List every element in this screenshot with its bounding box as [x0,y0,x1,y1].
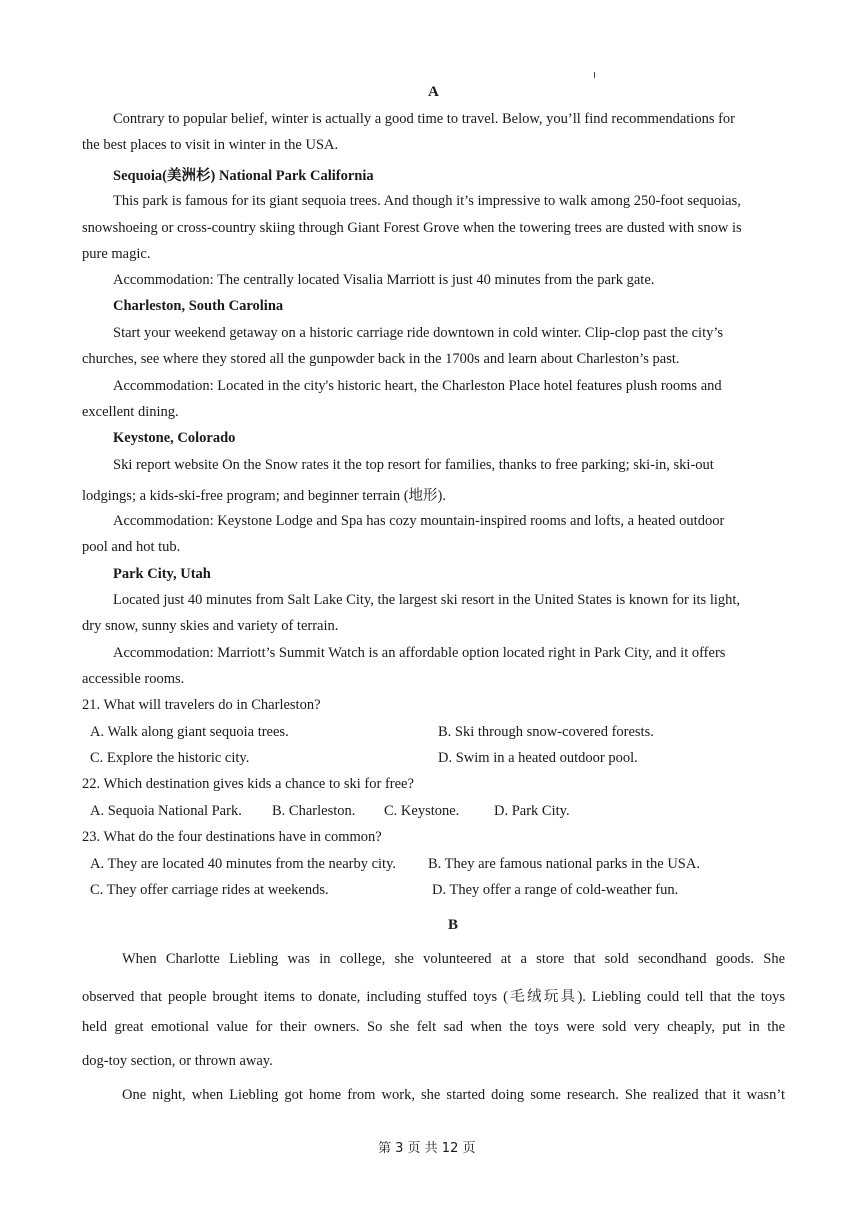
section-b-para1-line-4: dog-toy section, or thrown away. [82,1053,273,1069]
keystone-desc-2: lodgings; a kids-ski-free program; and beginner terrain (地形). [82,488,447,504]
question-23-option-d: D. They offer a range of cold-weather fun. [432,882,679,898]
question-21-option-d: D. Swim in a heated outdoor pool. [438,750,638,766]
parkcity-accommodation-2: accessible rooms. [82,671,185,687]
charleston-accommodation-1: Accommodation: Located in the city's historic heart, the Charleston Place hotel features plush rooms and [113,378,722,394]
question-21-option-c: C. Explore the historic city. [90,750,250,766]
question-23-stem: 23. What do the four destinations have in common? [82,829,382,845]
destination-heading-park-city: Park City, Utah [113,566,211,582]
parkcity-desc-2: dry snow, sunny skies and variety of terrain. [82,618,339,634]
intro-line-1: Contrary to popular belief, winter is actually a good time to travel. Below, you’ll find recommendations for [113,111,735,127]
destination-heading-keystone: Keystone, Colorado [113,430,236,446]
keystone-accommodation-2: pool and hot tub. [82,539,181,555]
question-21-option-a: A. Walk along giant sequoia trees. [90,724,289,740]
parkcity-accommodation-1: Accommodation: Marriott’s Summit Watch is an affordable option located right in Park City, and it offers [113,645,726,661]
charleston-desc-2: churches, see where they stored all the gunpowder back in the 1700s and learn about Charleston’s past. [82,351,680,367]
sequoia-desc-2: snowshoeing or cross-country skiing through Giant Forest Grove when the towering trees are dusted with snow is [82,220,742,236]
section-b-para1-line-2: observed that people brought items to donate, including stuffed toys (毛绒玩具). Liebling could tell that the toys [82,989,785,1005]
question-22-option-c: C. Keystone. [384,803,460,819]
destination-heading-sequoia: Sequoia(美洲杉) National Park California [113,168,374,184]
section-b-para1-line-1: When Charlotte Liebling was in college, she volunteered at a store that sold secondhand goods. She [122,951,785,967]
question-23-option-a: A. They are located 40 minutes from the nearby city. [90,856,397,872]
sequoia-desc-3: pure magic. [82,246,151,262]
sequoia-desc-1: This park is famous for its giant sequoia trees. And though it’s impressive to walk among 250-foot sequoias, [113,193,741,209]
sequoia-accommodation: Accommodation: The centrally located Visalia Marriott is just 40 minutes from the park gate. [113,272,655,288]
destination-heading-charleston: Charleston, South Carolina [113,298,284,314]
intro-line-2: the best places to visit in winter in the USA. [82,137,339,153]
question-23-option-c: C. They offer carriage rides at weekends. [90,882,329,898]
section-b-para1-line-3: held great emotional value for their owners. So she felt sad when the toys were sold very cheaply, put in the [82,1019,785,1035]
charleston-accommodation-2: excellent dining. [82,404,179,420]
charleston-desc-1: Start your weekend getaway on a historic carriage ride downtown in cold winter. Clip-clop past the city’s [113,325,724,341]
question-23-option-b: B. They are famous national parks in the USA. [428,856,700,872]
question-22-option-b: B. Charleston. [272,803,356,819]
question-22-stem: 22. Which destination gives kids a chance to ski for free? [82,776,414,792]
page-number: 第 3 页 共 12 页 [378,1141,476,1156]
keystone-accommodation-1: Accommodation: Keystone Lodge and Spa has cozy mountain-inspired rooms and lofts, a heated outdoor [113,513,725,529]
question-22-option-d: D. Park City. [494,803,570,819]
section-a-label: A [428,84,439,100]
question-22-option-a: A. Sequoia National Park. [90,803,242,819]
parkcity-desc-1: Located just 40 minutes from Salt Lake City, the largest ski resort in the United States is known for its light, [113,592,741,608]
question-21-stem: 21. What will travelers do in Charleston? [82,697,321,713]
keystone-desc-1: Ski report website On the Snow rates it the top resort for families, thanks to free parking; ski-in, ski-out [113,457,714,473]
section-b-label: B [448,917,459,933]
section-b-para2-line-1: One night, when Liebling got home from work, she started doing some research. She realized that it wasn’t [122,1087,785,1103]
scan-mark [594,72,595,78]
question-21-option-b: B. Ski through snow-covered forests. [438,724,654,740]
